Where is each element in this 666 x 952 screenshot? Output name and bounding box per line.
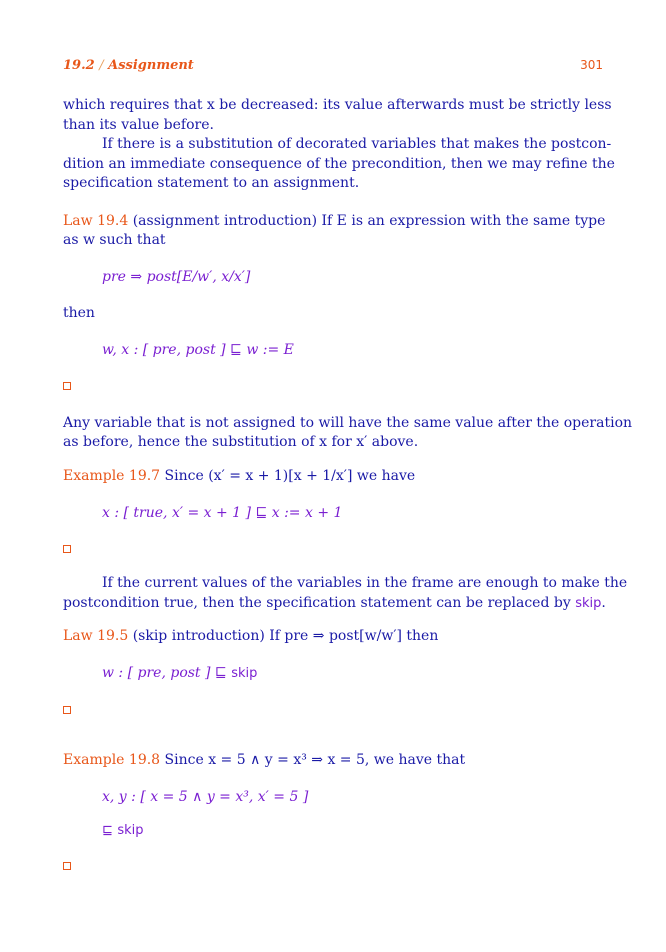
qed-box: [63, 545, 71, 553]
paragraph-line: then: [63, 305, 95, 321]
law-text: (assignment introduction) If E is an expression with the same type: [128, 213, 606, 229]
math-display: pre ⇒ post[E/w′, x/x′]: [102, 269, 251, 285]
math-display: x : [ true, x′ = x + 1 ] ⊑ x := x + 1: [102, 505, 343, 521]
example-text: Since x = 5 ∧ y = x³ ⇒ x = 5, we have that: [160, 752, 466, 768]
paragraph-text: postcondition true, then the specification statement can be replaced by: [63, 595, 571, 611]
law-label: Law 19.4: [63, 213, 129, 229]
qed-box: [63, 382, 71, 390]
math-display: [102, 664, 257, 683]
example-statement: [63, 751, 465, 769]
skip-keyword: skip: [575, 596, 602, 611]
qed-box: [63, 706, 71, 714]
header-separator: /: [99, 58, 104, 73]
paragraph-line: Any variable that is not assigned to will have the same value after the operation: [63, 415, 633, 431]
skip-keyword: skip: [231, 666, 258, 681]
math-display: [102, 821, 144, 840]
paragraph-line: as before, hence the substitution of x for x′ above.: [63, 434, 419, 450]
section-number: 19.2: [63, 58, 95, 73]
page-number: 301: [580, 58, 603, 72]
refinement-symbol: ⊑: [102, 823, 113, 838]
math-display: x, y : [ x = 5 ∧ y = x³, x′ = 5 ]: [102, 789, 309, 805]
law-label: Law 19.5: [63, 628, 129, 644]
law-statement: [63, 212, 605, 230]
law-statement: [63, 627, 438, 645]
example-label: Example 19.7: [63, 468, 161, 484]
qed-box: [63, 862, 71, 870]
paragraph-line: as w such that: [63, 232, 166, 248]
paragraph-line: If the current values of the variables in the frame are enough to make the: [102, 575, 628, 591]
math-expr: w : [ pre, post ] ⊑: [102, 665, 227, 681]
paragraph-line: specification statement to an assignment.: [63, 175, 360, 191]
paragraph-line: which requires that x be decreased: its value afterwards must be strictly less: [63, 97, 612, 113]
law-text: (skip introduction) If pre ⇒ post[w/w′] then: [128, 628, 439, 644]
example-statement: [63, 467, 415, 485]
section-name: Assignment: [108, 58, 194, 73]
paragraph-line: dition an immediate consequence of the precondition, then we may refine the: [63, 156, 615, 172]
paragraph-line: [63, 594, 606, 613]
section-title: [63, 58, 194, 73]
example-text: Since (x′ = x + 1)[x + 1/x′] we have: [160, 468, 416, 484]
paragraph-punct: .: [601, 595, 606, 611]
paragraph-line: If there is a substitution of decorated variables that makes the postcon-: [102, 136, 612, 152]
paragraph-line: than its value before.: [63, 117, 214, 133]
example-label: Example 19.8: [63, 752, 161, 768]
math-display: w, x : [ pre, post ] ⊑ w := E: [102, 342, 294, 358]
skip-keyword: skip: [117, 823, 144, 838]
